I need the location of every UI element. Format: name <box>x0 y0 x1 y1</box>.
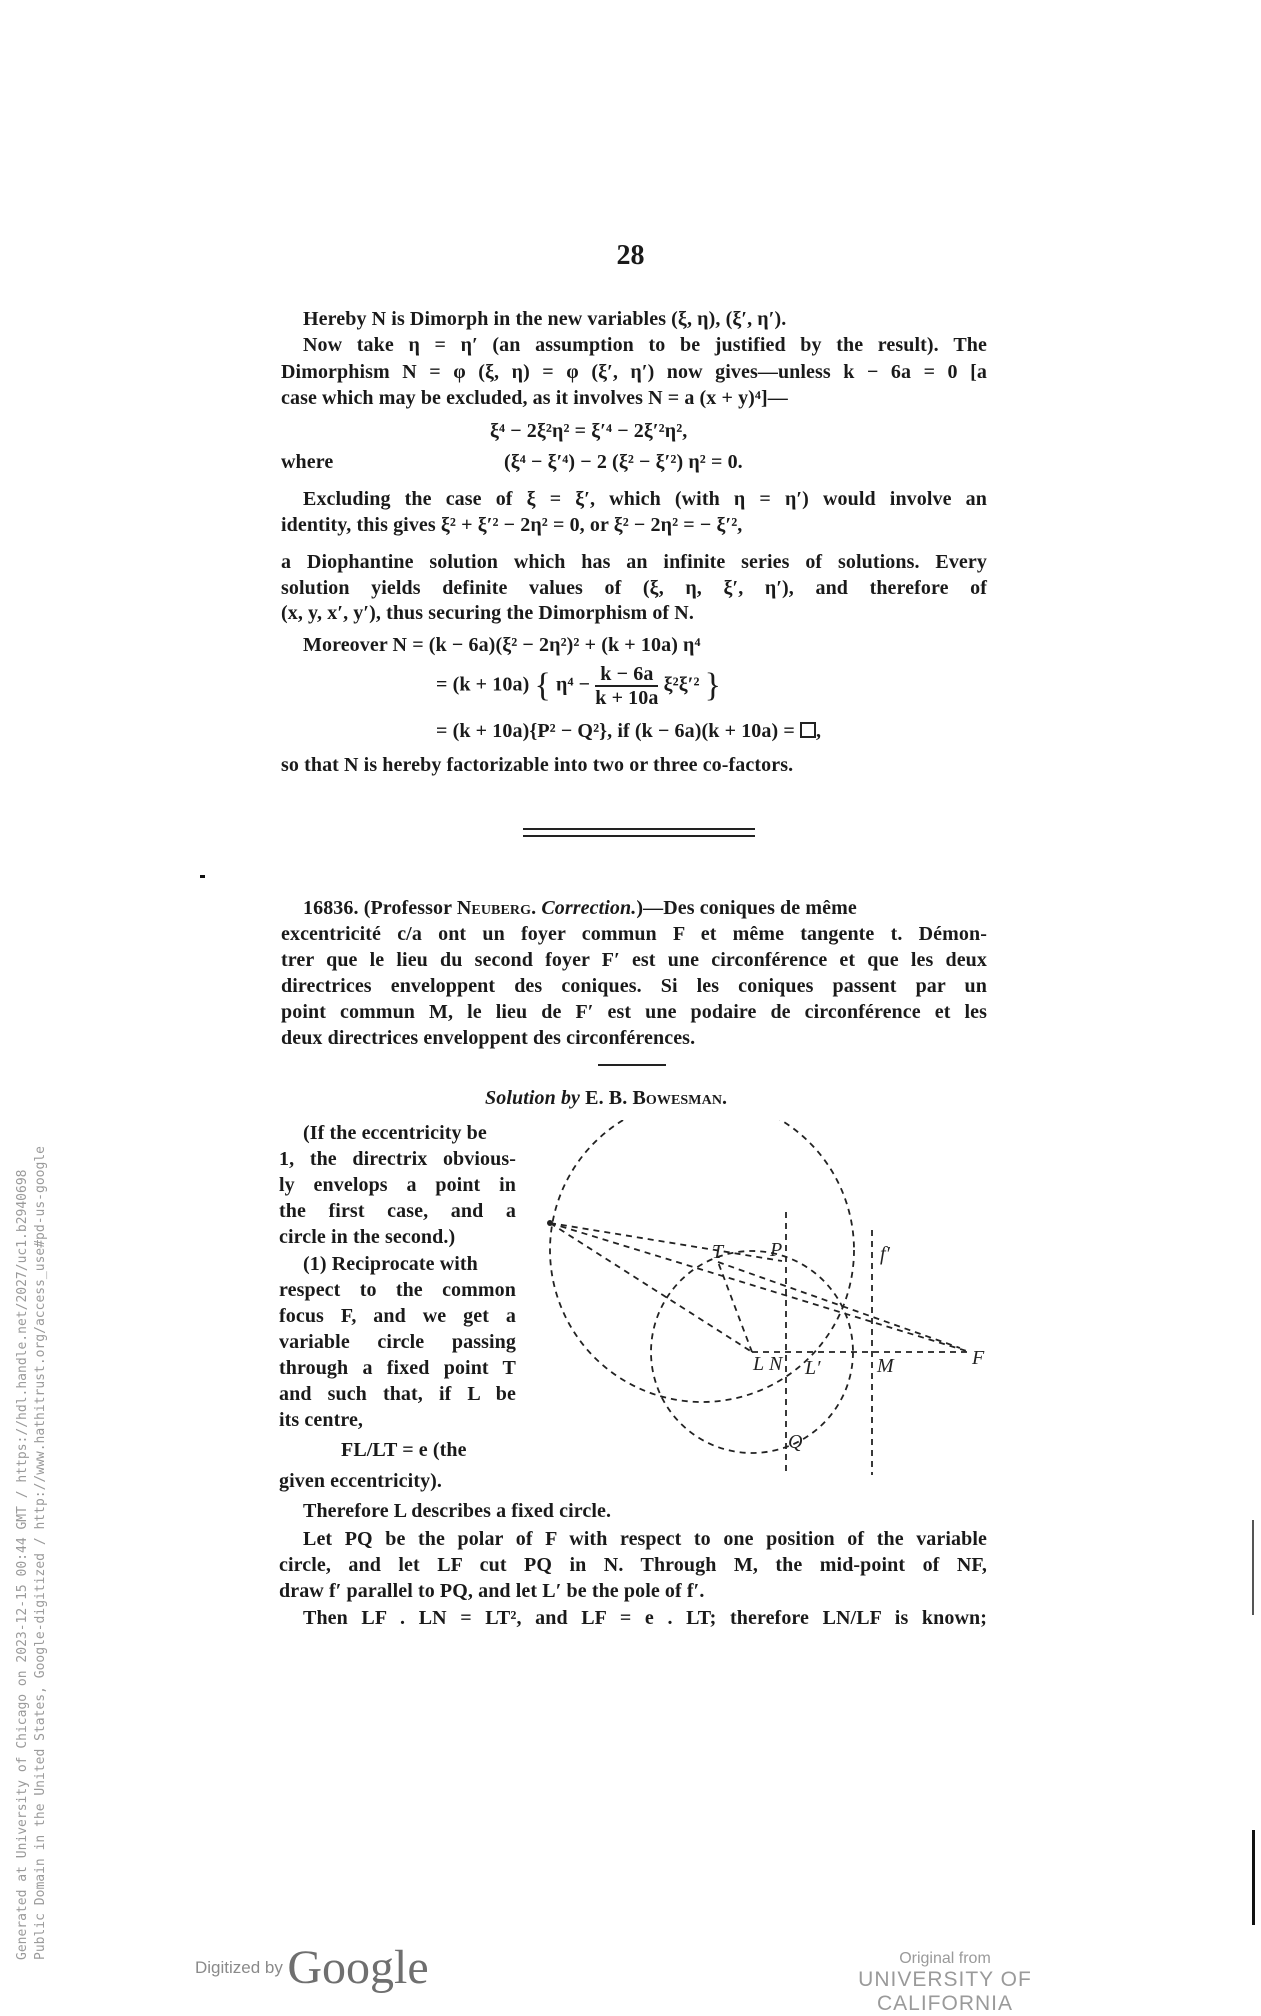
equation: ξ⁴ − 2ξ²η² = ξ′⁴ − 2ξ′²η², <box>490 420 688 442</box>
text-run: E. B. <box>585 1087 628 1109</box>
fraction-numerator: k − 6a <box>595 663 658 687</box>
text-line: a Diophantine solution which has an infinite series of solutions. Every <box>281 551 987 573</box>
text-line: circle, and let LF cut PQ in N. Through M, the mid-point of NF, <box>279 1554 987 1576</box>
text-line: (x, y, x′, y′), thus securing the Dimorphism of N. <box>281 602 694 624</box>
text-line: the first case, and a <box>279 1200 516 1222</box>
line-t-to-f <box>550 1223 970 1352</box>
text-line: through a fixed point T <box>279 1357 516 1379</box>
text-line: Hereby N is Dimorph in the new variables (ξ, η), (ξ′, η′). <box>303 308 787 330</box>
original-from <box>805 1950 1085 2016</box>
equation <box>436 663 721 709</box>
text-line: where <box>281 451 334 473</box>
university-label: UNIVERSITY OF CALIFORNIA <box>858 1968 1032 2015</box>
text-line: focus F, and we get a <box>279 1305 516 1327</box>
text-run: Correction. <box>541 897 637 919</box>
text-line: given eccentricity). <box>279 1470 443 1492</box>
short-rule <box>598 1064 666 1066</box>
text-line: FL/LT = e (the <box>341 1439 467 1461</box>
google-logo: Google <box>287 1941 429 1994</box>
scan-mark <box>200 875 205 878</box>
text-line: Excluding the case of ξ = ξ′, which (with η = η′) would involve an <box>303 488 987 510</box>
text-line: variable circle passing <box>279 1331 516 1353</box>
label-f-prime: f′ <box>880 1243 890 1265</box>
text-line: case which may be excluded, as it involves N = a (x + y)⁴]— <box>281 387 788 409</box>
tangent-tf <box>718 1262 960 1348</box>
text-line: 1, the directrix obvious- <box>279 1148 516 1170</box>
text-line: Therefore L describes a fixed circle. <box>303 1500 612 1522</box>
text-line: excentricité c/a ont un foyer commun F et même tangente t. Démon- <box>281 923 987 945</box>
digitized-by-google <box>195 1940 429 1995</box>
text-run: )—Des coniques de même <box>636 897 857 919</box>
separator-rule <box>523 835 755 837</box>
text-line: directrices enveloppent des coniques. Si les coniques passent par un <box>281 975 987 997</box>
equation: = (k + 10a){P² − Q²}, if (k − 6a)(k + 10a) = , <box>436 720 822 742</box>
separator-rule <box>523 828 755 830</box>
text-line: Now take η = η′ (an assumption to be justified by the result). The <box>303 334 987 356</box>
watermark-line: Generated at University of Chicago on 2023-12-15 00:44 GMT / https://hdl.handle.net/2027/uc1.b2940698 <box>15 1169 30 1960</box>
text-line: its centre, <box>279 1409 364 1431</box>
text-line: draw f′ parallel to PQ, and let L′ be the pole of f′. <box>279 1580 705 1602</box>
problem-heading <box>303 897 857 920</box>
text-line: respect to the common <box>279 1279 516 1301</box>
point-marker <box>547 1220 553 1226</box>
fraction-denominator: k + 10a <box>595 687 659 709</box>
label-p: P <box>770 1239 783 1261</box>
equation-part: η⁴ − <box>555 673 591 696</box>
label-l: L <box>753 1353 765 1375</box>
text-line: so that N is hereby factorizable into two or three co-factors. <box>281 754 794 776</box>
brace-open: { <box>534 667 551 704</box>
label-f: F <box>972 1347 985 1369</box>
text-line: Then LF . LN = LT², and LF = e . LT; therefore LN/LF is known; <box>303 1607 987 1629</box>
label-m: M <box>877 1355 894 1377</box>
watermark-line: Public Domain in the United States, Google-digitized / http://www.hathitrust.org/access_use#pd-us-google <box>33 1146 48 1960</box>
square-symbol <box>800 722 816 738</box>
solution-heading <box>485 1087 727 1110</box>
line-t-to-p <box>550 1223 782 1261</box>
text-run: (Professor <box>363 897 452 919</box>
page-number: 28 <box>616 240 645 271</box>
equation-part: ξ²ξ′² <box>663 673 700 696</box>
equation: (ξ⁴ − ξ′⁴) − 2 (ξ² − ξ′²) η² = 0. <box>504 451 743 473</box>
text-line: point commun M, le lieu de F′ est une podaire de circonférence et les <box>281 1001 987 1023</box>
problem-number: 16836. <box>303 897 359 919</box>
problem-author: Neuberg. <box>456 897 537 919</box>
fraction <box>595 663 658 709</box>
equation-part: = (k + 10a){P² − Q²}, if (k − 6a)(k + 10a) = <box>436 720 795 742</box>
label-n: N <box>769 1353 783 1375</box>
text-line: Let PQ be the polar of F with respect to one position of the variable <box>303 1528 987 1550</box>
equation-part: = (k + 10a) <box>436 673 530 696</box>
text-line: trer que le lieu du second foyer F′ est une circonférence et que les deux <box>281 949 987 971</box>
text-line: solution yields definite values of (ξ, η, ξ′, η′), and therefore of <box>281 577 987 599</box>
scan-mark <box>1252 1830 1255 1925</box>
text-line: deux directrices enveloppent des circonférences. <box>281 1027 696 1049</box>
text-line: and such that, if L be <box>279 1383 516 1405</box>
digitized-label: Digitized by <box>195 1958 283 1977</box>
radius-lt <box>718 1262 752 1352</box>
text-run: Solution by <box>485 1087 581 1109</box>
scan-mark <box>1252 1520 1254 1615</box>
label-q: Q <box>788 1431 803 1453</box>
label-t: T <box>712 1241 724 1263</box>
text-line: ly envelops a point in <box>279 1174 516 1196</box>
brace-close: } <box>704 667 722 704</box>
text-line: (1) Reciprocate with <box>303 1253 478 1275</box>
text-line: (If the eccentricity be <box>303 1122 487 1144</box>
hathitrust-watermark <box>14 960 50 1960</box>
text-line: circle in the second.) <box>279 1226 456 1248</box>
equation: Moreover N = (k − 6a)(ξ² − 2η²)² + (k + 10a) η⁴ <box>303 634 701 656</box>
label-l-prime: L′ <box>805 1357 821 1379</box>
geometry-figure <box>520 1120 1000 1480</box>
text-line: identity, this gives ξ² + ξ′² − 2η² = 0, or ξ² − 2η² = − ξ′², <box>281 514 743 536</box>
solution-author: Bowesman. <box>632 1087 728 1109</box>
original-label: Original from <box>899 1950 991 1967</box>
text-line: Dimorphism N = φ (ξ, η) = φ (ξ′, η′) now gives—unless k − 6a = 0 [a <box>281 361 987 383</box>
